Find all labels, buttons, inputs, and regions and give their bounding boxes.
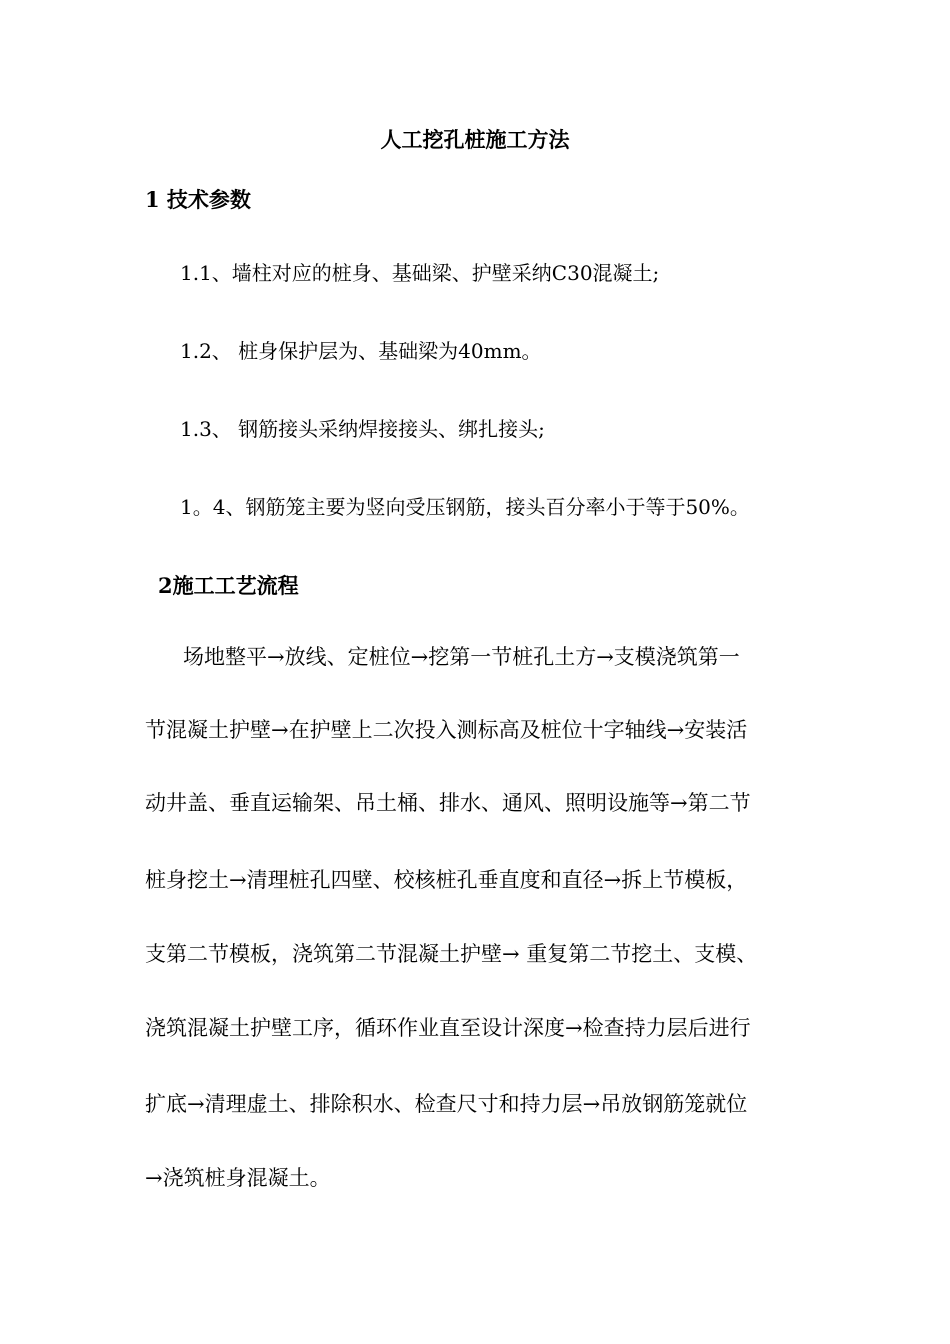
process-line: 动井盖、垂直运输架、吊土桶、排水、通风、照明设施等→第二节 xyxy=(145,791,751,815)
process-line: 节混凝土护壁→在护壁上二次投入测标高及桩位十字轴线→安装活 xyxy=(145,718,748,742)
process-line: 场地整平→放线、定桩位→挖第一节桩孔土方→支模浇筑第一 xyxy=(183,645,740,669)
process-line: 扩底→清理虚土、排除积水、检查尺寸和持力层→吊放钢筋笼就位 xyxy=(145,1092,748,1116)
section-heading-technical-parameters: 1 技术参数 xyxy=(145,187,251,212)
section-heading-process-flow: 2施工工艺流程 xyxy=(158,573,299,598)
process-line: →浇筑桩身混凝土。 xyxy=(145,1166,331,1190)
parameter-item-1-3: 1.3、 钢筋接头采纳焊接接头、绑扎接头; xyxy=(180,417,545,441)
document-title: 人工挖孔桩施工方法 xyxy=(380,127,570,152)
parameter-item-1-4: 1。4、钢筋笼主要为竖向受压钢筋，接头百分率小于等于50%。 xyxy=(180,495,750,519)
parameter-item-1-1: 1.1、墙柱对应的桩身、基础梁、护壁采纳C30混凝土; xyxy=(180,261,660,285)
process-line: 桩身挖土→清理桩孔四壁、校核桩孔垂直度和直径→拆上节模板， xyxy=(145,868,748,892)
parameter-item-1-2: 1.2、 桩身保护层为、基础梁为40mm。 xyxy=(180,339,542,363)
process-line: 浇筑混凝土护壁工序，循环作业直至设计深度→检查持力层后进行 xyxy=(145,1016,751,1040)
process-line: 支第二节模板，浇筑第二节混凝土护壁→ 重复第二节挖土、支模、 xyxy=(145,942,758,966)
